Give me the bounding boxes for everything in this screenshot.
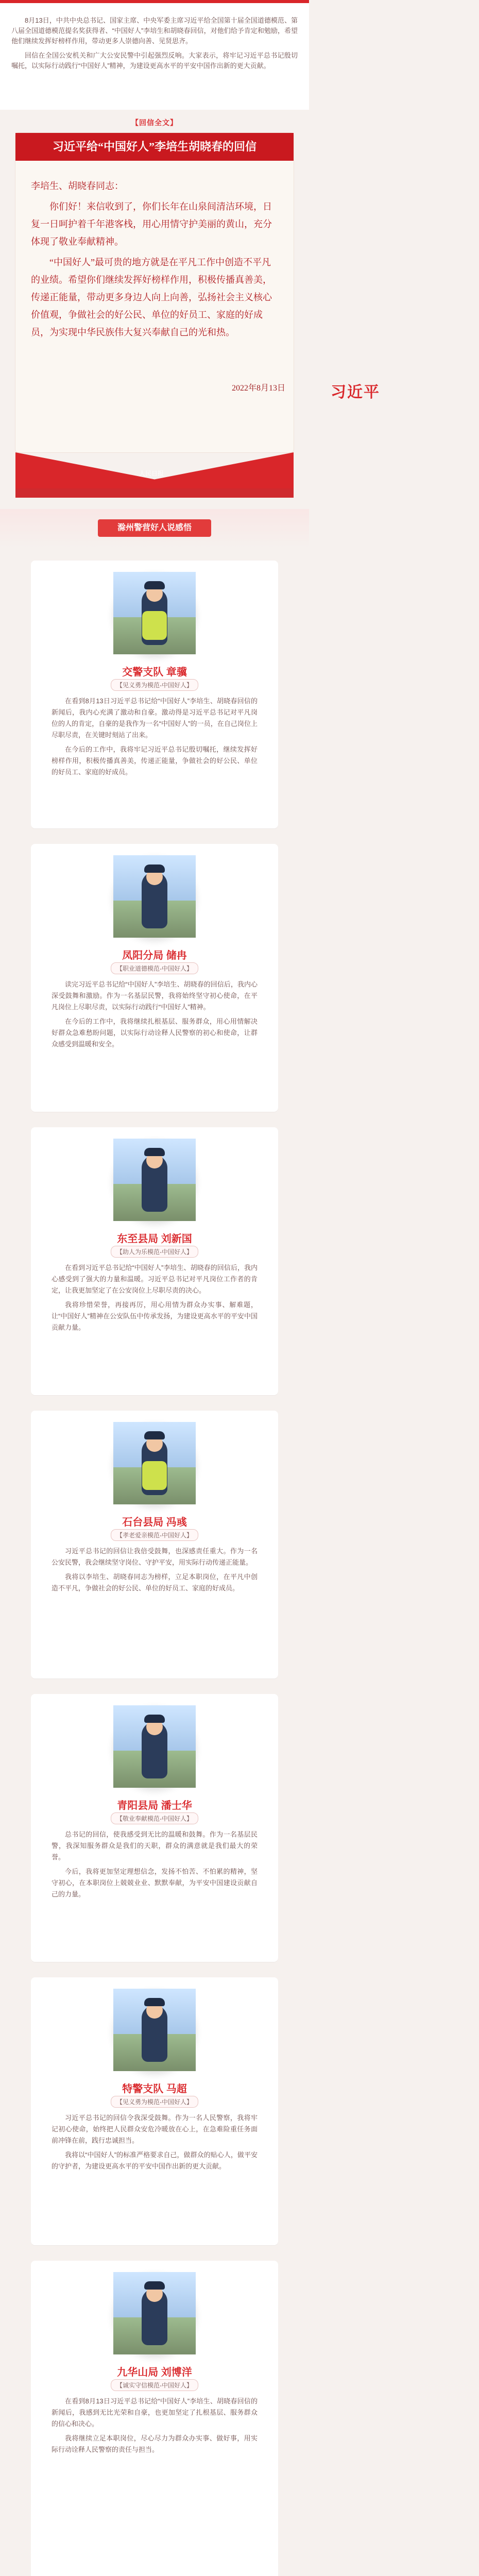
profile-card-6	[31, 1977, 278, 2245]
profile-subtitle: 【助人为乐模范-中国好人】	[111, 1246, 198, 1258]
letter-paragraph-2: “中国好人”最可贵的地方就是在平凡工作中创造不平凡的业绩。希望你们继续发挥好榜样作用，积极传播真善美，传递正能量，带动更多身边人向上向善，弘扬社会主义核心价值观，争做社会的好公民、单位的好员工、家庭的好成员，为实现中华民族伟大复兴奉献自己的光和热。	[31, 257, 272, 337]
letter-title-bar	[15, 133, 294, 161]
profile-name: 交警支队 章骥	[122, 667, 187, 678]
photo-vest	[142, 611, 167, 640]
profile-card-3	[31, 1127, 278, 1395]
profile-card-4	[31, 1411, 278, 1679]
letter-date: 2022年8月13日	[231, 384, 285, 393]
profile-card-2	[31, 844, 278, 1112]
profile-paragraph-1: 在看到8月13日习近平总书记给“中国好人”李培生、胡晓春回信的新闻后，我感到无比光荣和自豪，也更加坚定了扎根基层、服务群众的信心和决心。	[52, 2397, 258, 2428]
letter-signature: 习近平	[330, 384, 380, 401]
photo-cap	[144, 1715, 165, 1723]
profile-text	[52, 979, 258, 1053]
profile-name: 九华山局 刘博洋	[117, 2367, 192, 2378]
profile-subtitle: 【见义勇为模范-中国好人】	[111, 679, 198, 691]
letter-body	[31, 177, 278, 344]
profile-subtitle: 【诚实守信模范-中国好人】	[111, 2379, 198, 2391]
profile-paragraph-2: 我将以“中国好人”的标准严格要求自己，做群众的贴心人，做平安的守护者，为建设更高水平的平安中国作出新的更大贡献。	[52, 2151, 258, 2170]
profile-paragraph-1: 习近平总书记的回信让我倍受鼓舞，也深感责任重大。作为一名公安民警，我会继续坚守岗位、守护平安，用实际行动传递正能量。	[52, 1547, 258, 1566]
letter-title: 习近平给“中国好人”李培生胡晓春的回信	[52, 140, 256, 153]
photo-cap	[144, 865, 165, 873]
profile-paragraph-1: 习近平总书记的回信令我深受鼓舞。作为一名人民警察，我将牢记初心使命，始终把人民群众安危冷暖放在心上，在急难险重任务面前冲锋在前，践行忠诚担当。	[52, 2114, 258, 2144]
letter-paragraph-1: 你们好！来信收到了，你们长年在山泉间清洁环境，日复一日呵护着千年港客栈，用心用情守护美丽的黄山，充分体现了敬业奉献精神。	[31, 201, 272, 247]
profile-photo	[113, 1705, 196, 1788]
profile-name: 东至县局 刘新国	[117, 1233, 192, 1245]
profile-name: 特警支队 马超	[122, 2083, 187, 2095]
feature-header	[0, 509, 309, 548]
profile-paragraph-2: 我将继续立足本职岗位，尽心尽力为群众办实事、做好事，用实际行动诠释人民警察的责任与担当。	[52, 2434, 258, 2453]
photo-cap	[144, 1431, 165, 1439]
intro-paragraph-1: 8月13日，中共中央总书记、国家主席、中央军委主席习近平给全国第十届全国道德模范、第八届全国道德模范提名奖获得者、“中国好人”李培生和胡晓春回信，对他们给予肯定和勉励，希望他们继续发挥好榜样作用，带动更多人崇德向善、见贤思齐。	[11, 16, 298, 45]
profile-paragraph-2: 我将珍惜荣誉，再接再厉，用心用情为群众办实事、解难题，让“中国好人”精神在公安队伍中传承发扬，为建设更高水平的平安中国贡献力量。	[52, 1301, 258, 1331]
profile-card-7	[31, 2261, 278, 2576]
profile-photo	[113, 855, 196, 938]
profile-paragraph-1: 总书记的回信，使我感受到无比的温暖和鼓舞。作为一名基层民警，我深知服务群众是我们的天职，群众的满意就是我们最大的荣誉。	[52, 1831, 258, 1861]
profile-subtitle: 【职业道德模范-中国好人】	[111, 962, 198, 974]
envelope-ribbon	[15, 488, 294, 498]
section-tag	[0, 117, 309, 128]
profile-name: 青阳县局 潘士华	[117, 1800, 192, 1811]
profile-card-5	[31, 1694, 278, 1962]
profile-paragraph-1: 在看到习近平总书记给“中国好人”李培生、胡晓春的回信后，我内心感受到了强大的力量和温暖。习近平总书记对平凡岗位工作者的肯定，让我更加坚定了在公安岗位上尽职尽责的决心。	[52, 1264, 258, 1294]
letter-salutation: 李培生、胡晓春同志：	[31, 181, 124, 191]
letter-card	[15, 133, 294, 452]
letter-signature-block	[231, 379, 380, 401]
profile-subtitle: 【见义勇为模范-中国好人】	[111, 2096, 198, 2108]
profile-subtitle: 【敬业奉献模范-中国好人】	[111, 1812, 198, 1824]
profile-paragraph-1: 读完习近平总书记给“中国好人”李培生、胡晓春的回信后，我内心深受鼓舞和激励。作为一名基层民警，我将始终坚守初心使命，在平凡岗位上尽职尽责，以实际行动践行“中国好人”精神。	[52, 980, 258, 1011]
profile-text	[52, 1829, 258, 1903]
profile-photo	[113, 1139, 196, 1221]
photo-cap	[144, 1148, 165, 1156]
profile-subtitle: 【孝老爱亲模范-中国好人】	[111, 1529, 198, 1541]
profile-paragraph-2: 在今后的工作中，我将牢记习近平总书记殷切嘱托，继续发挥好榜样作用，积极传播真善美，传递正能量，争做社会的好公民、单位的好员工、家庭的好成员。	[52, 745, 258, 776]
profile-name: 石台县局 冯彧	[122, 1517, 187, 1528]
profile-photo	[113, 1422, 196, 1504]
intro-paragraph-2: 回信在全国公安机关和广大公安民警中引起强烈反响。大家表示，将牢记习近平总书记殷切嘱托，以实际行动践行“中国好人”精神，为建设更高水平的平安中国作出新的更大贡献。	[11, 52, 298, 70]
photo-vest	[142, 1461, 167, 1490]
profile-paragraph-2: 在今后的工作中，我将继续扎根基层、服务群众，用心用情解决好群众急难愁盼问题，以实际行动诠释人民警察的初心和使命，让群众感受到温暖和安全。	[52, 1018, 258, 1048]
profile-photo	[113, 572, 196, 654]
photo-cap	[144, 1998, 165, 2006]
photo-cap	[144, 2281, 165, 2290]
profile-name: 凤阳分局 储冉	[122, 950, 187, 961]
profile-card-1	[31, 561, 278, 828]
feature-title: 滁州警营好人说感悟	[98, 519, 211, 537]
profile-paragraph-2: 我将以李培生、胡晓春同志为榜样，立足本职岗位，在平凡中创造不平凡，争做社会的好公民、单位的好员工、家庭的好成员。	[52, 1573, 258, 1592]
profile-photo	[113, 1989, 196, 2071]
profile-photo	[113, 2272, 196, 2354]
profile-text	[52, 2112, 258, 2175]
profile-paragraph-1: 在看到8月13日习近平总书记给“中国好人”李培生、胡晓春回信的新闻后，我内心充满了激动和自豪。激动得是习近平总书记对平凡岗位的人的肯定，自豪的是我作为一名“中国好人”的一员，在自己岗位上尽职尽责，在关键时刻站了出来。	[52, 697, 258, 739]
newspaper-logo-text: 人民日报	[139, 470, 164, 477]
profile-text	[52, 1262, 258, 1336]
intro-text	[11, 15, 298, 75]
profile-paragraph-2: 今后，我将更加坚定理想信念，发扬不怕苦、不怕累的精神，坚守初心，在本职岗位上兢兢业业、默默奉献，为平安中国建设贡献自己的力量。	[52, 1868, 258, 1898]
profile-text	[52, 1546, 258, 1597]
profile-text	[52, 2396, 258, 2459]
section-tag-text: 【回信全文】	[131, 118, 178, 127]
photo-cap	[144, 581, 165, 589]
profile-text	[52, 696, 258, 781]
intro-card	[0, 0, 309, 110]
